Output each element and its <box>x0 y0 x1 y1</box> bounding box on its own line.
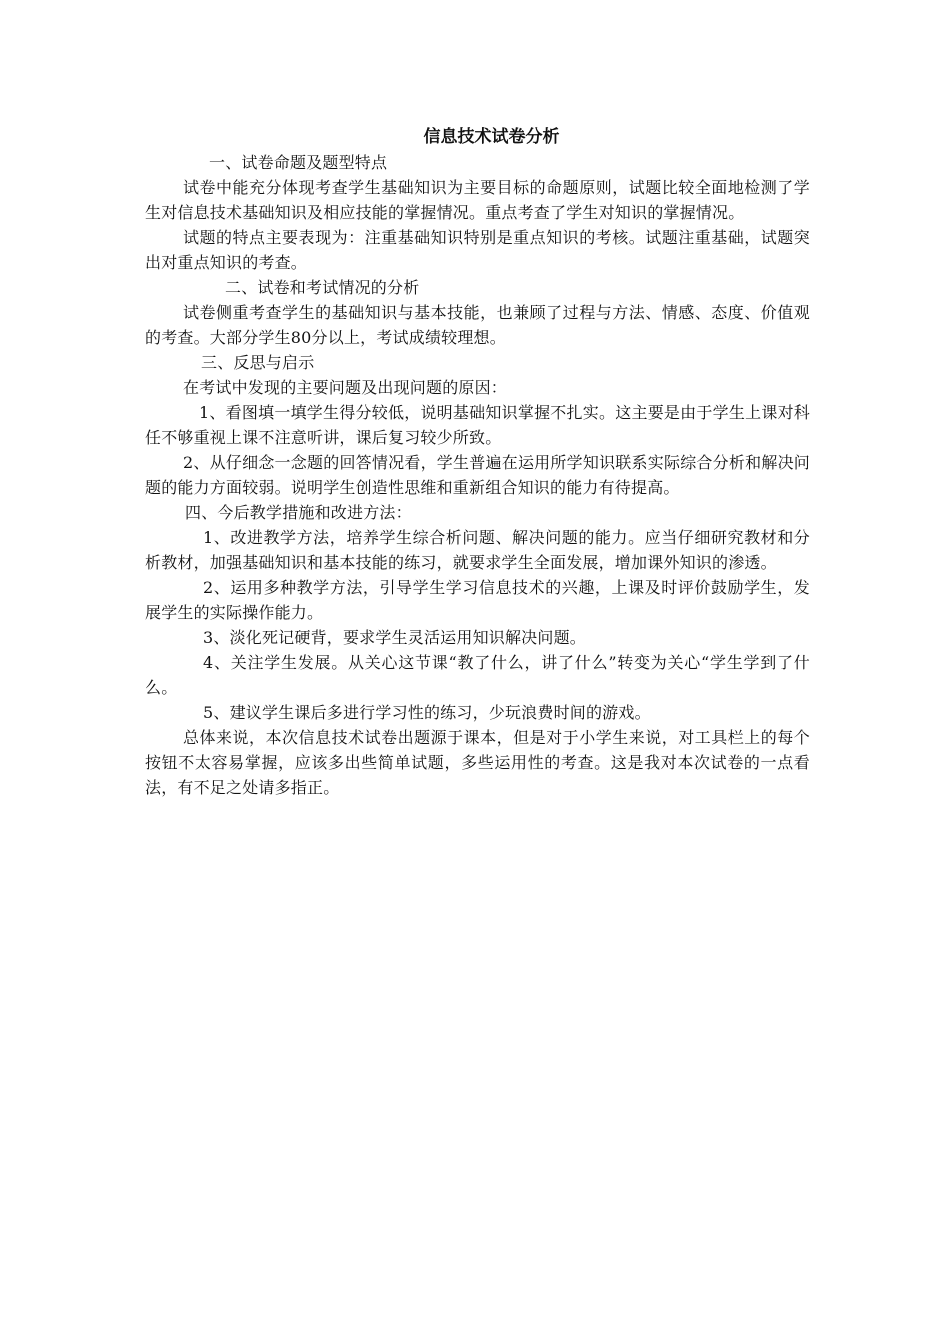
section-4-conclusion: 总体来说，本次信息技术试卷出题源于课本，但是对于小学生来说，对工具栏上的每个按钮不太容易掌握，应该多出些简单试题，多些运用性的考查。这是我对本次试卷的一点看法，有不足之处请多指正。 <box>145 728 810 797</box>
section-2-paragraph-1: 试卷侧重考查学生的基础知识与基本技能，也兼顾了过程与方法、情感、态度、价值观的考查。大部分学生80分以上，考试成绩较理想。 <box>145 303 810 347</box>
section-4-item-2: 2、运用多种教学方法，引导学生学习信息技术的兴趣，上课及时评价鼓励学生，发展学生的实际操作能力。 <box>145 578 810 622</box>
section-1-paragraph-2: 试题的特点主要表现为：注重基础知识特别是重点知识的考核。试题注重基础，试题突出对重点知识的考查。 <box>145 228 810 272</box>
section-4-item-5: 5、建议学生课后多进行学习性的练习，少玩浪费时间的游戏。 <box>203 703 651 722</box>
section-3-heading: 三、反思与启示 <box>201 353 315 372</box>
section-4-heading: 四、今后教学措施和改进方法： <box>185 503 412 522</box>
document-page <box>145 124 810 800</box>
section-3-paragraph-1: 在考试中发现的主要问题及出现问题的原因： <box>183 378 508 397</box>
section-1-paragraph-1: 试卷中能充分体现考查学生基础知识为主要目标的命题原则，试题比较全面地检测了学生对信息技术基础知识及相应技能的掌握情况。重点考查了学生对知识的掌握情况。 <box>145 178 810 222</box>
section-4-item-1: 1、改进教学方法，培养学生综合析问题、解决问题的能力。应当仔细研究教材和分析教材，加强基础知识和基本技能的练习，就要求学生全面发展，增加课外知识的渗透。 <box>145 528 810 572</box>
section-1-heading: 一、试卷命题及题型特点 <box>209 153 388 172</box>
section-3-item-1: 1、看图填一填学生得分较低，说明基础知识掌握不扎实。这主要是由于学生上课对科任不够重视上课不注意听讲，课后复习较少所致。 <box>145 403 810 447</box>
section-4-item-4: 4、关注学生发展。从关心这节课“教了什么，讲了什么”转变为关心“学生学到了什么。 <box>145 653 810 697</box>
section-4-item-3: 3、淡化死记硬背，要求学生灵活运用知识解决问题。 <box>203 628 586 647</box>
section-3-item-2: 2、从仔细念一念题的回答情况看，学生普遍在运用所学知识联系实际综合分析和解决问题的能力方面较弱。说明学生创造性思维和重新组合知识的能力有待提高。 <box>145 453 810 497</box>
document-title: 信息技术试卷分析 <box>423 127 560 147</box>
section-2-heading: 二、试卷和考试情况的分析 <box>225 278 420 297</box>
